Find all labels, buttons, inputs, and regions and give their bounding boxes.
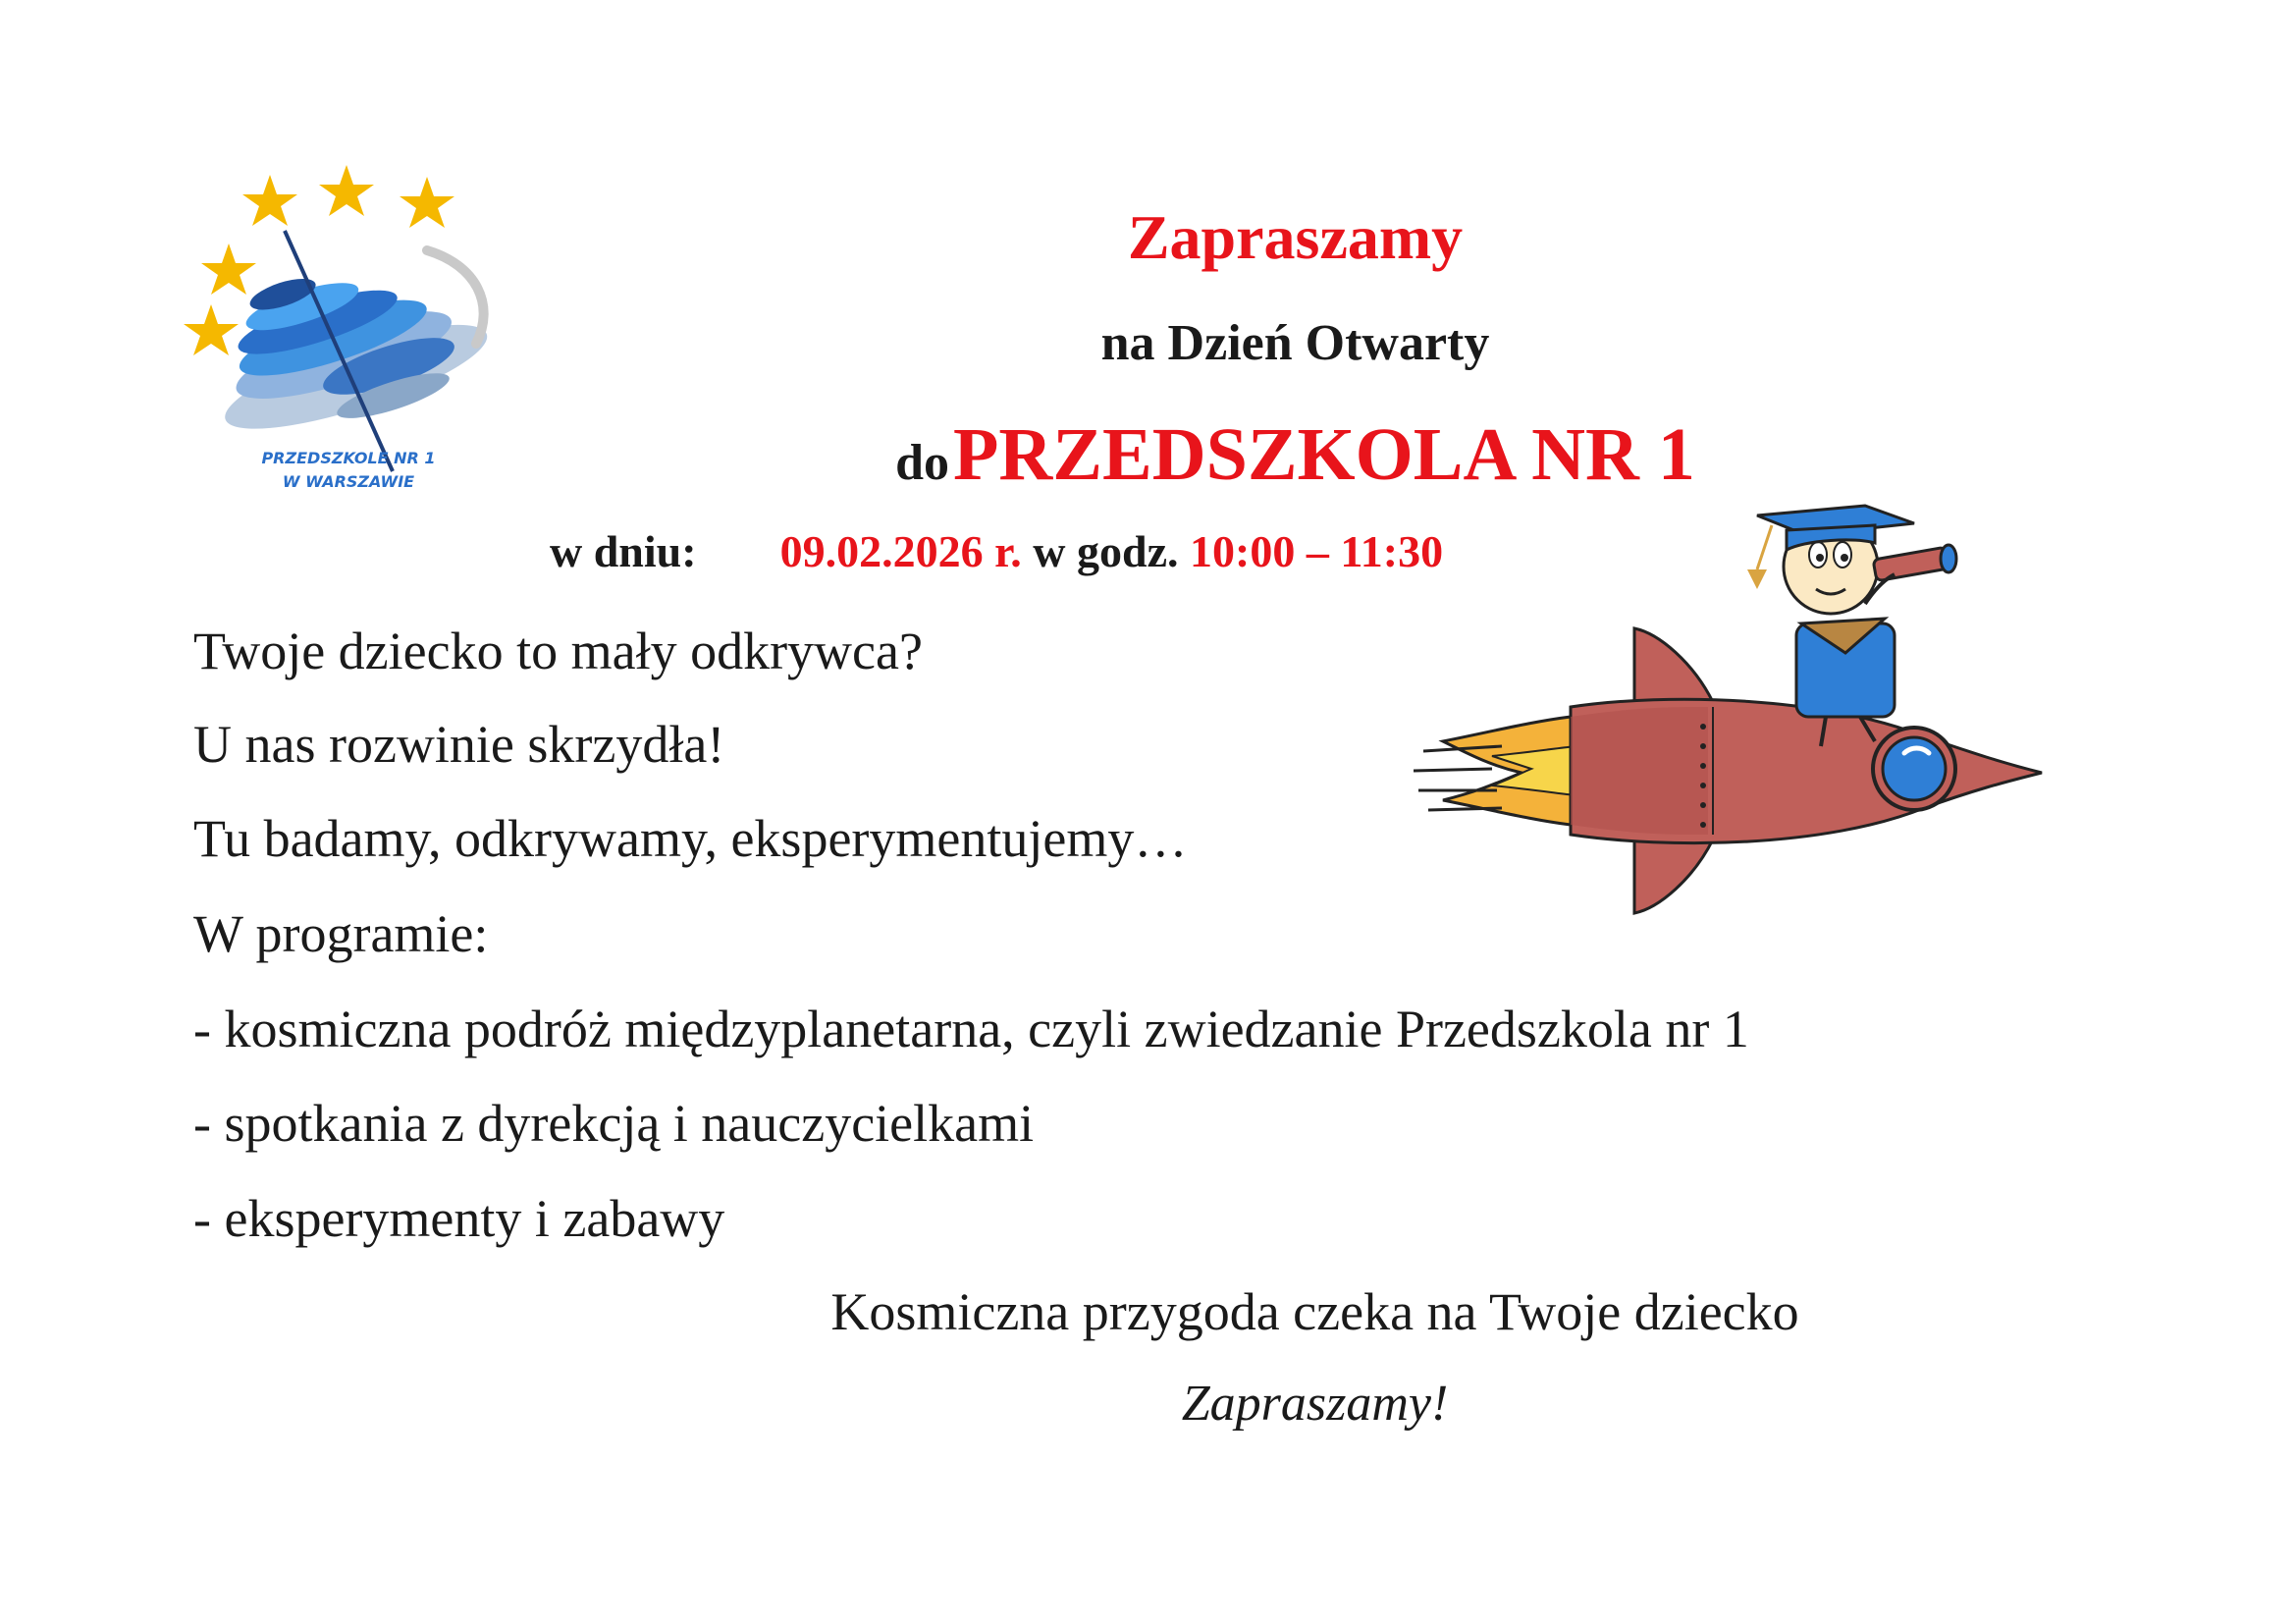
logo-line-2: W WARSZAWIE — [282, 472, 415, 491]
footer-tagline: Kosmiczna przygoda czeka na Twoje dziecko — [830, 1282, 1799, 1341]
program-heading: W programie: — [193, 904, 489, 963]
day-label: w dniu: — [550, 526, 697, 576]
school-name: PRZEDSZKOLA NR 1 — [953, 413, 1695, 496]
event-time: 10:00 – 11:30 — [1190, 526, 1444, 576]
footer-closing: Zapraszamy! — [1181, 1376, 1449, 1432]
page-title: Zapraszamy — [1127, 202, 1464, 272]
logo-line-1: PRZEDSZKOLE NR 1 — [261, 449, 436, 467]
body-line-2: U nas rozwinie skrzydła! — [193, 715, 725, 774]
school-heading — [0, 412, 2296, 498]
program-item-2: - spotkania z dyrekcją i nauczycielkami — [193, 1094, 1035, 1153]
body-line-1: Twoje dziecko to mały odkrywca? — [193, 622, 923, 680]
time-label: w godz. — [1033, 526, 1179, 576]
program-item-3: - eksperymenty i zabawy — [193, 1189, 725, 1248]
body-line-3: Tu badamy, odkrywamy, eksperymentujemy… — [193, 809, 1188, 868]
school-prefix: do — [895, 435, 949, 491]
page-subtitle: na Dzień Otwarty — [1100, 315, 1490, 371]
event-date: 09.02.2026 r. — [779, 526, 1022, 576]
rocket-child-icon — [1414, 496, 2061, 918]
program-item-1: - kosmiczna podróż międzyplanetarna, czyli zwiedzanie Przedszkola nr 1 — [193, 1000, 1749, 1058]
event-line — [550, 525, 1443, 577]
